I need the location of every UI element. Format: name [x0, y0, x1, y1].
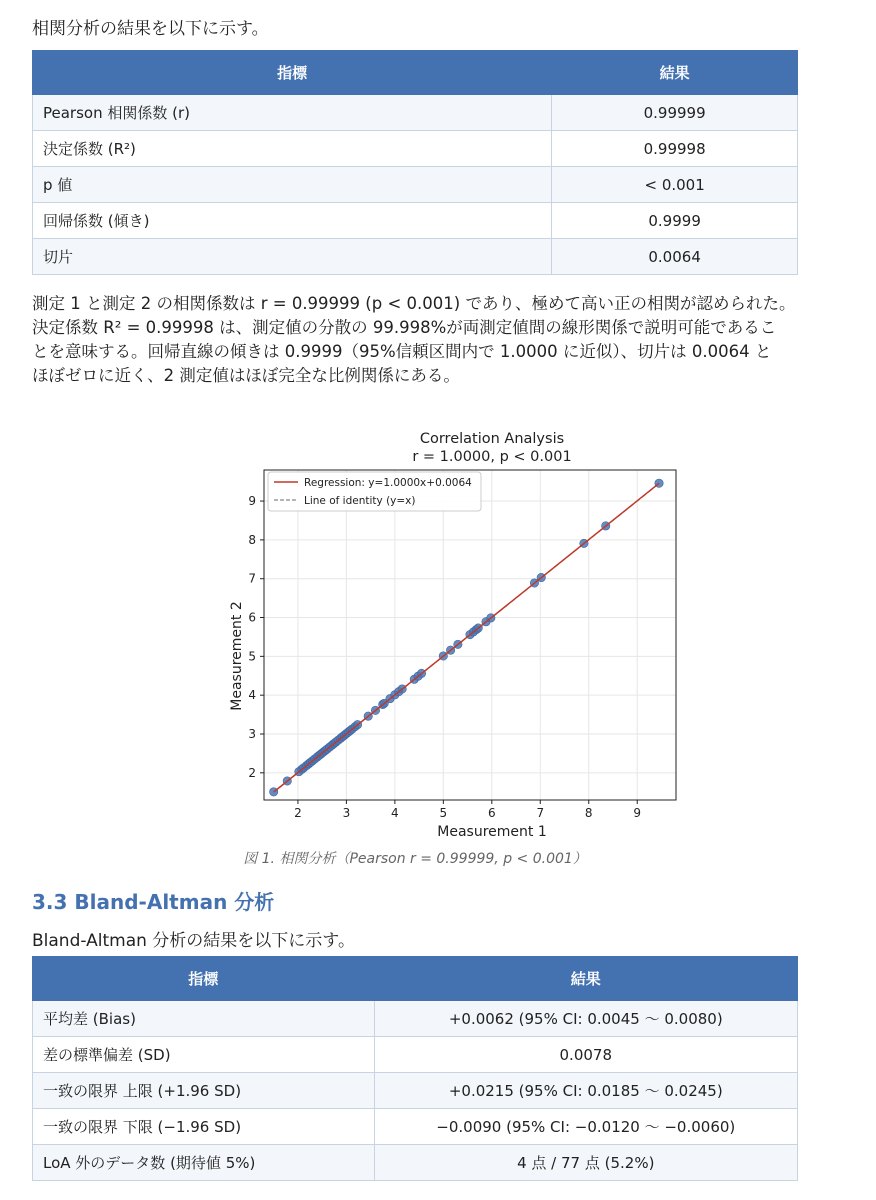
table-row	[33, 239, 798, 275]
value-cell: +0.0062 (95% CI: 0.0045 〜 0.0080)	[374, 1001, 797, 1037]
paragraph-line: 決定係数 R² = 0.99998 は、測定値の分散の 99.998%が両測定値間の線形関係で説明可能であるこ	[32, 318, 777, 337]
metric-cell: 一致の限界 下限 (−1.96 SD)	[33, 1109, 375, 1145]
metric-cell: 一致の限界 上限 (+1.96 SD)	[33, 1073, 375, 1109]
chart-subtitle: r = 1.0000, p < 0.001	[412, 449, 572, 465]
x-axis-label: Measurement 1	[437, 824, 547, 840]
figure-caption: 図 1. 相関分析（Pearson r = 0.99999, p < 0.001）	[243, 851, 587, 867]
legend-identity-label: Line of identity (y=x)	[304, 495, 416, 507]
correlation-chart	[220, 424, 720, 842]
correlation-intro: 相関分析の結果を以下に示す。	[32, 19, 269, 39]
paragraph-line: 測定 1 と測定 2 の相関係数は r = 0.99999 (p < 0.001) であり、極めて高い正の相関が認められた。	[32, 294, 796, 313]
chart-title: Correlation Analysis	[419, 431, 565, 447]
metric-cell: p 値	[33, 167, 552, 203]
y-tick-label: 2	[248, 765, 256, 780]
metric-cell: 回帰係数 (傾き)	[33, 203, 552, 239]
regression-line	[274, 483, 659, 792]
table-row	[33, 1073, 798, 1109]
y-tick-label: 3	[248, 727, 256, 741]
metric-cell: 決定係数 (R²)	[33, 131, 552, 167]
section-heading: 3.3 Bland-Altman 分析	[32, 890, 275, 914]
x-tick-label: 3	[342, 806, 351, 820]
table-row	[33, 131, 798, 167]
metric-cell: 切片	[33, 239, 552, 275]
value-cell: 0.0078	[374, 1037, 797, 1073]
metric-cell: 差の標準偏差 (SD)	[33, 1037, 375, 1073]
x-tick-label: 9	[633, 806, 642, 820]
paragraph-line: とを意味する。回帰直線の傾きは 0.9999（95%信頼区間内で 1.0000 に近似）、切片は 0.0064 と	[32, 342, 772, 361]
table-row	[33, 1109, 798, 1145]
x-tick-label: 4	[391, 806, 399, 820]
value-cell: 0.0064	[552, 239, 798, 275]
value-cell: 0.99999	[552, 95, 798, 131]
y-tick-label: 5	[248, 649, 256, 664]
y-tick-label: 9	[248, 494, 256, 509]
bland-altman-table	[32, 956, 798, 1181]
value-cell: 4 点 / 77 点 (5.2%)	[374, 1145, 797, 1181]
metric-cell: 平均差 (Bias)	[33, 1001, 375, 1037]
y-axis-label: Measurement 2	[229, 601, 245, 711]
x-tick-label: 6	[487, 806, 496, 820]
y-tick-label: 7	[248, 571, 256, 586]
x-tick-label: 5	[439, 806, 448, 820]
metric-cell: Pearson 相関係数 (r)	[33, 95, 552, 131]
table-header-metric: 指標	[33, 51, 552, 95]
paragraph-line: ほぼゼロに近く、2 測定値はほぼ完全な比例関係にある。	[32, 366, 460, 385]
table-header-result: 結果	[374, 957, 797, 1001]
table-row	[33, 203, 798, 239]
table-header-result: 結果	[552, 51, 798, 95]
table-row	[33, 1145, 798, 1181]
table-header-metric: 指標	[33, 957, 375, 1001]
y-tick-label: 4	[248, 688, 256, 703]
legend-regression-label: Regression: y=1.0000x+0.0064	[304, 477, 472, 489]
bland-altman-intro: Bland-Altman 分析の結果を以下に示す。	[32, 931, 355, 951]
x-tick-label: 2	[294, 806, 302, 820]
table-row	[33, 95, 798, 131]
chart-legend	[268, 472, 481, 511]
value-cell: +0.0215 (95% CI: 0.0185 〜 0.0245)	[374, 1073, 797, 1109]
table-row	[33, 167, 798, 203]
y-tick-label: 8	[248, 532, 256, 547]
metric-cell: LoA 外のデータ数 (期待値 5%)	[33, 1145, 375, 1181]
value-cell: 0.9999	[552, 203, 798, 239]
table-row	[33, 1001, 798, 1037]
x-tick-label: 8	[584, 806, 593, 820]
correlation-paragraph	[32, 292, 802, 388]
x-tick-label: 7	[536, 806, 545, 820]
correlation-results-table	[32, 50, 798, 275]
y-tick-label: 6	[248, 610, 256, 625]
value-cell: −0.0090 (95% CI: −0.0120 〜 −0.0060)	[374, 1109, 797, 1145]
value-cell: 0.99998	[552, 131, 798, 167]
table-row	[33, 1037, 798, 1073]
value-cell: < 0.001	[552, 167, 798, 203]
